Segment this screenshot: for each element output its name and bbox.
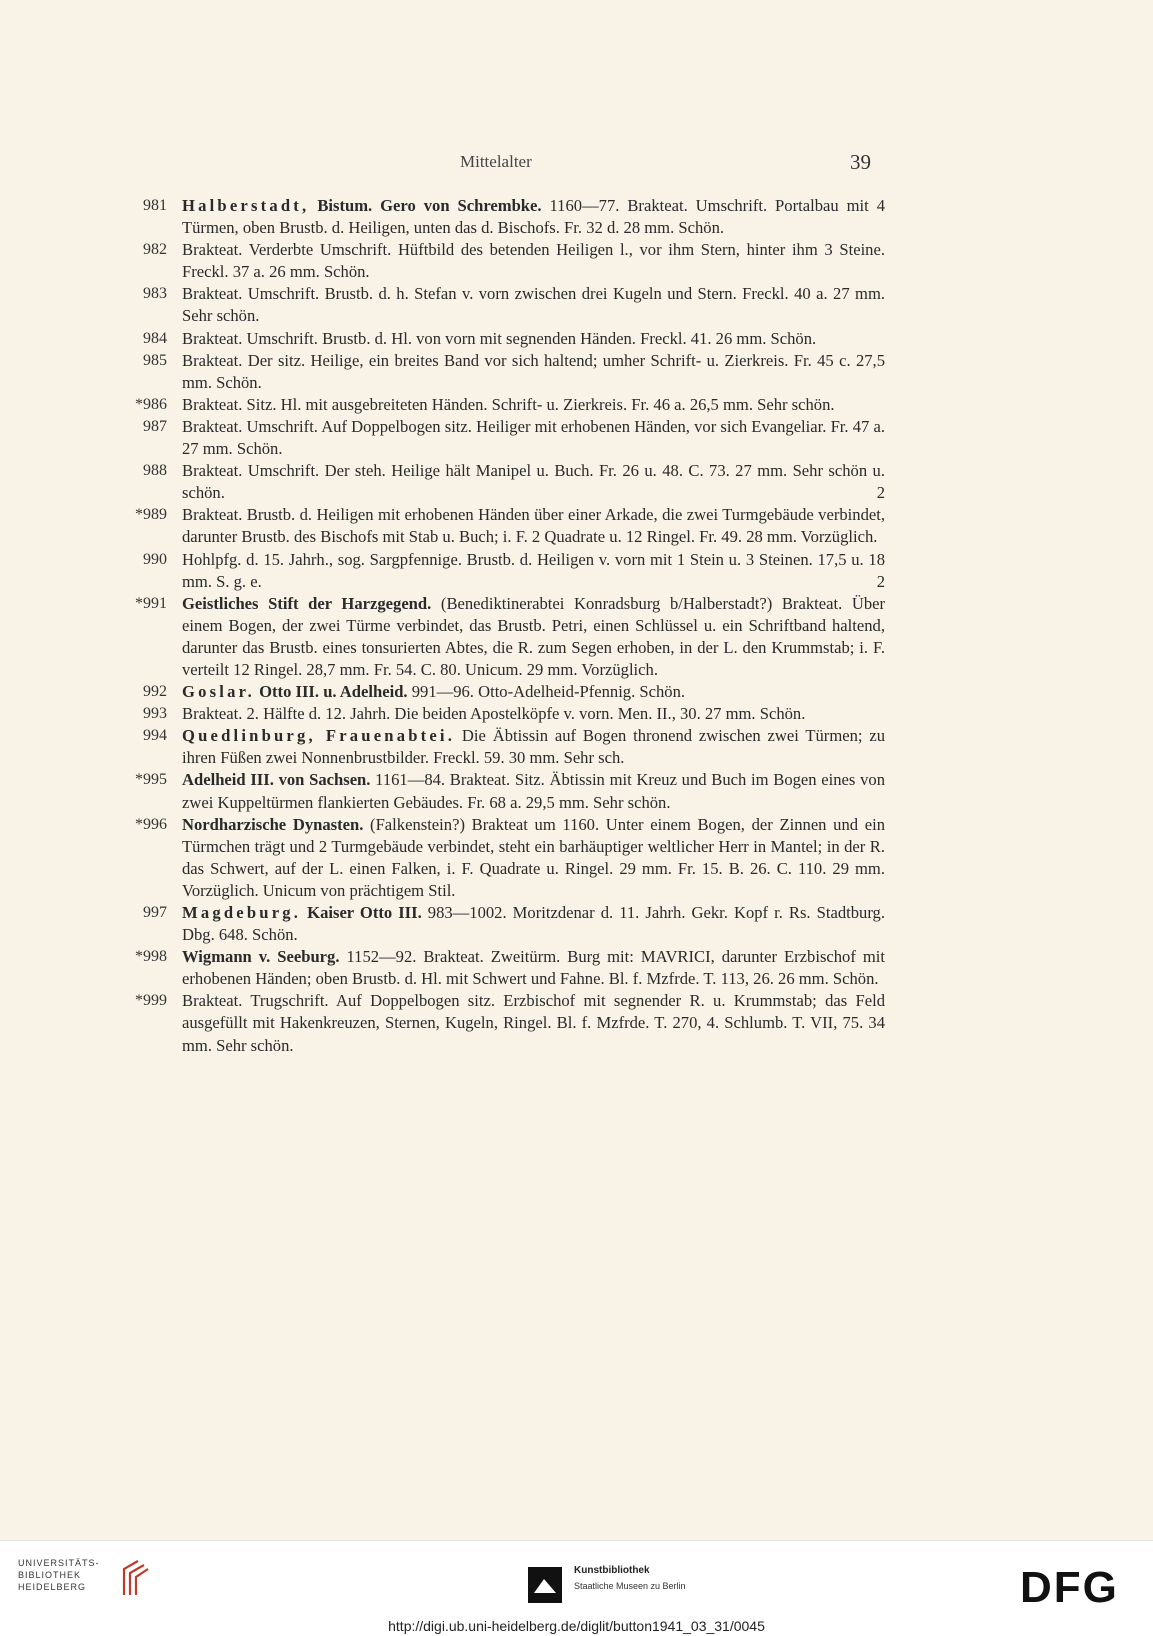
catalog-entry: [125, 814, 885, 902]
kb-title: Kunstbibliothek: [574, 1565, 650, 1576]
entry-number: *998: [135, 948, 167, 966]
catalog-entries: [125, 195, 885, 1057]
entry-text: [182, 703, 885, 725]
entry-text: [182, 504, 885, 548]
entry-place-heading: Magdeburg.: [182, 903, 302, 922]
entry-heading: Geistliches Stift der Harzgegend.: [182, 593, 432, 613]
entry-description: Brakteat. Umschrift. Brustb. d. h. Stefan v. vorn zwischen drei Kugeln und Stern. Freckl. 40 a. 27 mm. Sehr schön.: [182, 284, 885, 326]
entry-number: 981: [143, 197, 167, 214]
catalog-entry: [125, 195, 885, 239]
running-title: Mittelalter: [460, 152, 532, 171]
entry-text: [182, 460, 885, 504]
entry-text: [182, 946, 885, 990]
entry-description: 1152—92. Brakteat. Zweitürm. Burg mit: MAVRICI, darunter Erzbischof mit erhobenen Händen; oben Brustb. d. Hl. mit Schwert und Fahne. Bl. f. Mzfrde. T. 113, 26. 26 mm. Schön.: [182, 947, 885, 989]
viewer-footer: [0, 1540, 1153, 1636]
entry-text: [182, 769, 885, 813]
entry-place-heading: Halberstadt,: [182, 196, 310, 215]
entry-description: Brakteat. Verderbte Umschrift. Hüftbild des betenden Heiligen l., vor ihm Stern, hinter ihm 3 Steine. Freckl. 37 a. 26 mm. Schön.: [182, 240, 885, 282]
entry-text: [182, 239, 885, 283]
entry-heading: Adelheid III. von Sachsen.: [182, 770, 371, 790]
entry-place-heading: Quedlinburg, Frauenabtei.: [182, 726, 456, 746]
entry-number: *986: [135, 395, 167, 413]
entry-number: *999: [135, 992, 167, 1010]
running-head: [0, 150, 1153, 180]
entry-description: Brakteat. Trugschrift. Auf Doppelbogen sitz. Erzbischof mit segnender R. u. Krummstab; das Feld ausgefüllt mit Hakenkreuzen, Sternen, Kugeln, Ringel. Bl. f. Mzfrde. T. 270, 4. Schlumb. T. VII, 75. 34 mm. Sehr schön.: [182, 991, 885, 1055]
entry-text: [182, 549, 885, 593]
catalog-entry: [125, 681, 885, 703]
entry-description: 983—1002. Moritzdenar d. 11. Jahrh. Gekr. Kopf r. Rs. Stadtburg. Dbg. 648. Schön.: [182, 903, 885, 945]
entry-description: (Falkenstein?) Brakteat um 1160. Unter einem Bogen, der Zinnen und ein Türmchen trägt und 2 Turmgebäude verbindet, steht ein barhäuptiger weltlicher Herr in Mantel; in der R. das Schwert, auf der L. einen Falken, i. F. Quadrate u. Ringel. 29 mm. Fr. 15. B. 26. C. 110. 29 mm. Vorzüglich. Unicum von prächtigem Stil.: [182, 814, 885, 900]
catalog-entry: [125, 946, 885, 990]
kunstbibliothek-logo[interactable]: [528, 1563, 728, 1607]
catalog-entry: [125, 902, 885, 946]
catalog-entry: [125, 703, 885, 725]
entry-text: [182, 902, 885, 946]
entry-number: *991: [135, 594, 167, 612]
entry-number: 992: [143, 683, 167, 701]
catalog-entry: [125, 350, 885, 394]
ub-logo-line: BIBLIOTHEK: [18, 1570, 82, 1580]
entry-price: 2: [876, 483, 885, 503]
permalink-url[interactable]: http://digi.ub.uni-heidelberg.de/diglit/button1941_03_31/0045: [388, 1618, 765, 1634]
entry-description: Die Äbtissin auf Bogen thronend zwischen zwei Türmen; zu ihren Füßen zwei Nonnenbrustbilder. Freckl. 59. 30 mm. Sehr sch.: [182, 726, 886, 768]
entry-text: [182, 328, 885, 350]
entry-number: 985: [143, 351, 167, 369]
catalog-entry: [125, 725, 885, 769]
entry-text: [182, 416, 885, 460]
entry-number: 983: [143, 285, 167, 303]
entry-description: 1161—84. Brakteat. Sitz. Äbtissin mit Kreuz und Buch im Bogen eines von zwei Kuppeltürmen flankierten Gebäudes. Fr. 68 a. 29,5 mm. Sehr schön.: [182, 770, 885, 812]
entry-number: 984: [143, 329, 167, 347]
ub-logo-line: UNIVERSITÄTS-: [18, 1558, 100, 1568]
entry-description: Brakteat. Umschrift. Der steh. Heilige hält Manipel u. Buch. Fr. 26 u. 48. C. 73. 27 mm. Sehr schön u. schön.: [182, 461, 885, 503]
entry-description: 1160—77. Brakteat. Umschrift. Portalbau mit 4 Türmen, oben Brustb. d. Heiligen, unten das d. Bischofs. Fr. 32 d. 28 mm. Schön.: [182, 196, 885, 238]
entry-number: 994: [143, 727, 167, 745]
entry-text: [182, 394, 885, 416]
catalog-entry: [125, 769, 885, 813]
catalog-entry: [125, 593, 885, 681]
entry-number: *996: [135, 815, 167, 833]
entry-number: 997: [143, 904, 167, 921]
entry-heading: Kaiser Otto III.: [301, 903, 422, 922]
catalog-entry: [125, 549, 885, 593]
entry-heading: Otto III. u. Adelheid.: [254, 682, 408, 702]
kb-subtitle: Staatliche Museen zu Berlin: [574, 1581, 686, 1591]
entry-description: (Benediktinerabtei Konradsburg b/Halberstadt?) Brakteat. Über einem Bogen, der zwei Türme verbindet, das Brustb. Petri, einen Schlüssel u. ein Schriftband haltend, darunter das Brustb. eines tonsurierten Abtes, die R. zum Segen erhoben, in der L. den Krummstab; i. F. verteilt 12 Ringel. 28,7 mm. Fr. 54. C. 80. Unicum. 29 mm. Vorzüglich.: [182, 593, 886, 679]
entry-text: [182, 725, 885, 769]
entry-description: Brakteat. Der sitz. Heilige, ein breites Band vor sich haltend; umher Schrift- u. Zierkreis. Fr. 45 c. 27,5 mm. Schön.: [182, 350, 885, 392]
entry-number: *989: [135, 506, 167, 524]
entry-text: [182, 350, 885, 394]
entry-number: 988: [143, 462, 167, 480]
entry-text: [182, 283, 885, 327]
ub-heidelberg-logo[interactable]: [18, 1557, 148, 1617]
catalog-entry: [125, 416, 885, 460]
catalog-entry: [125, 283, 885, 327]
entry-description: Hohlpfg. d. 15. Jahrh., sog. Sargpfennige. Brustb. d. Heiligen v. vorn mit 1 Stein u. 3 Steinen. 17,5 u. 18 mm. S. g. e.: [182, 549, 885, 591]
entry-text: [182, 814, 885, 902]
catalog-entry: [125, 328, 885, 350]
entry-description: 991—96. Otto-Adelheid-Pfennig. Schön.: [407, 682, 686, 702]
entry-heading: Wigmann v. Seeburg.: [182, 947, 340, 967]
entry-number: 982: [143, 241, 167, 259]
entry-description: Brakteat. Sitz. Hl. mit ausgebreiteten Händen. Schrift- u. Zierkreis. Fr. 46 a. 26,5 mm. Sehr schön.: [182, 394, 835, 414]
dfg-logo[interactable]: DFG: [1020, 1563, 1119, 1612]
entry-description: Brakteat. Umschrift. Brustb. d. Hl. von vorn mit segnenden Händen. Freckl. 41. 26 mm. Schön.: [182, 328, 817, 348]
entry-text: [182, 593, 885, 681]
catalog-entry: [125, 504, 885, 548]
catalog-entry: [125, 239, 885, 283]
entry-place-heading: Goslar.: [182, 682, 255, 702]
ub-logo-line: HEIDELBERG: [18, 1582, 87, 1592]
kunstbibliothek-mark-icon: [528, 1567, 562, 1603]
entry-number: 993: [143, 705, 167, 723]
entry-text: [182, 681, 885, 703]
entry-description: Brakteat. Umschrift. Auf Doppelbogen sitz. Heiliger mit erhobenen Händen, vor sich Evangeliar. Fr. 47 a. 27 mm. Schön.: [182, 416, 885, 459]
entry-text: [182, 990, 885, 1056]
entry-heading: Nordharzische Dynasten.: [182, 814, 364, 834]
catalog-entry: [125, 460, 885, 504]
catalog-entry: [125, 394, 885, 416]
entry-number: 987: [143, 417, 167, 435]
entry-heading: Bistum. Gero von Schrembke.: [309, 196, 542, 215]
ub-mark-icon: [118, 1557, 150, 1599]
catalog-entry: [125, 990, 885, 1056]
entry-number: *995: [135, 771, 167, 789]
page-number: 39: [850, 150, 871, 174]
entry-description: Brakteat. 2. Hälfte d. 12. Jahrh. Die beiden Apostelköpfe v. vorn. Men. II., 30. 27 mm. Schön.: [182, 704, 806, 724]
entry-description: Brakteat. Brustb. d. Heiligen mit erhobenen Händen über einer Arkade, die zwei Turmgebäude verbindet, darunter Brustb. des Bischofs mit Stab u. Buch; i. F. 2 Quadrate u. 12 Ringel. Fr. 49. 28 mm. Vorzüglich.: [182, 505, 885, 547]
entry-text: [182, 195, 885, 239]
entry-number: 990: [143, 550, 167, 568]
entry-price: 2: [876, 571, 885, 591]
